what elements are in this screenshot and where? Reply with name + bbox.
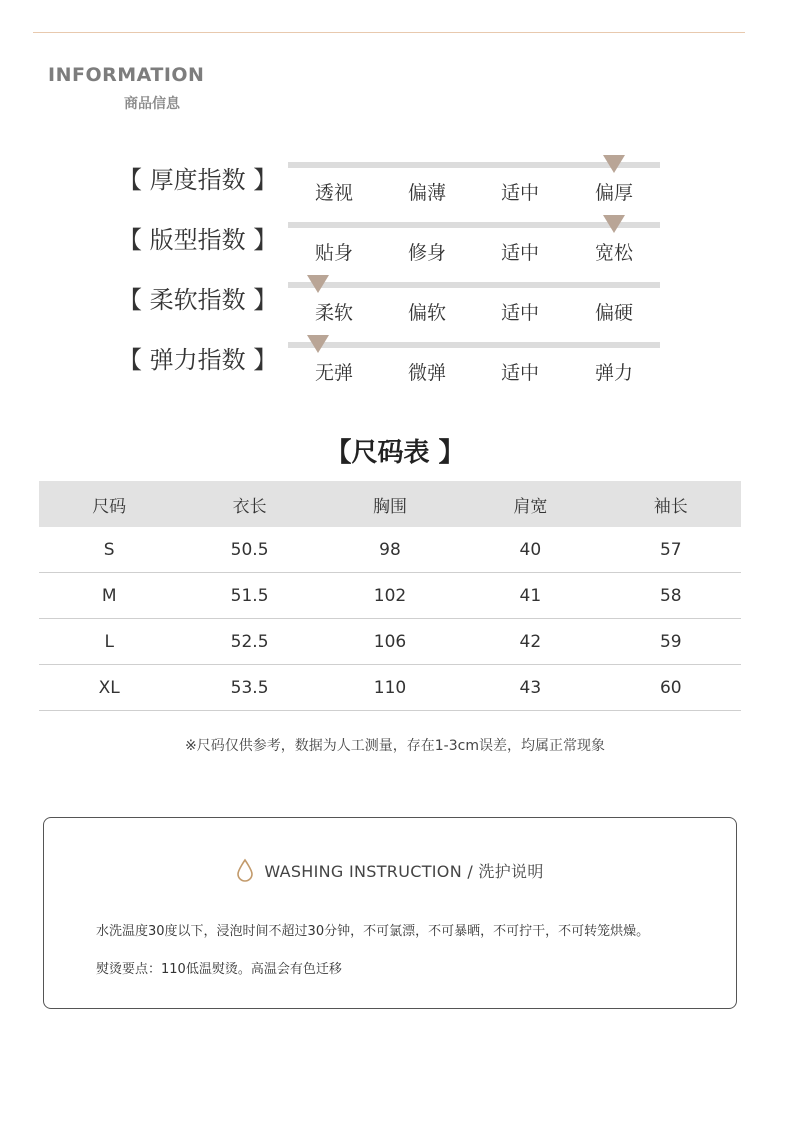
table-cell: 60	[601, 665, 741, 711]
size-chart-title: 【尺码表 】	[325, 438, 465, 468]
index-title: 【 厚度指数 】	[118, 166, 278, 194]
table-cell: M	[39, 573, 179, 619]
size-note: ※尺码仅供参考，数据为人工测量，存在1-3cm误差，均属正常现象	[185, 738, 605, 754]
washing-header	[44, 858, 736, 882]
index-option: 无弹	[314, 362, 353, 384]
table-row	[39, 527, 741, 573]
section-title-en: INFORMATION	[48, 64, 205, 86]
table-body	[39, 527, 741, 711]
table-cell: 98	[320, 527, 460, 573]
index-option: 适中	[500, 362, 539, 384]
table-header-cell: 衣长	[179, 481, 319, 527]
index-marker	[603, 155, 625, 173]
index-option: 偏软	[407, 302, 446, 324]
index-row	[0, 340, 790, 400]
table-header-cell: 袖长	[601, 481, 741, 527]
index-option: 透视	[314, 182, 353, 204]
table-cell: 57	[601, 527, 741, 573]
table-header-cell: 胸围	[320, 481, 460, 527]
table-cell: 40	[460, 527, 600, 573]
index-option: 适中	[500, 302, 539, 324]
index-option: 贴身	[314, 242, 353, 264]
index-option: 弹力	[594, 362, 633, 384]
washing-line-1: 水洗温度30度以下，浸泡时间不超过30分钟，不可氯漂，不可暴晒，不可拧干，不可转笼烘燥。	[96, 924, 650, 939]
index-option: 适中	[500, 242, 539, 264]
table-cell: 52.5	[179, 619, 319, 665]
index-marker	[307, 335, 329, 353]
index-option: 柔软	[314, 302, 353, 324]
index-title: 【 柔软指数 】	[118, 286, 278, 314]
table-cell: 53.5	[179, 665, 319, 711]
table-cell: 41	[460, 573, 600, 619]
table-cell: 43	[460, 665, 600, 711]
top-divider	[33, 32, 745, 33]
index-option: 偏硬	[594, 302, 633, 324]
size-table	[39, 481, 741, 711]
table-row	[39, 619, 741, 665]
index-option: 偏厚	[594, 182, 633, 204]
table-cell: 102	[320, 573, 460, 619]
table-header-row	[39, 481, 741, 527]
index-title: 【 弹力指数 】	[118, 346, 278, 374]
washing-line-2: 熨烫要点：110低温熨烫。高温会有色迁移	[96, 962, 342, 977]
index-marker	[307, 275, 329, 293]
index-option: 修身	[407, 242, 446, 264]
table-cell: 51.5	[179, 573, 319, 619]
table-cell: L	[39, 619, 179, 665]
washing-title: WASHING INSTRUCTION / 洗护说明	[264, 862, 544, 881]
water-drop-icon	[236, 858, 254, 882]
table-cell: XL	[39, 665, 179, 711]
index-row	[0, 220, 790, 280]
index-track	[288, 282, 660, 288]
index-option: 宽松	[594, 242, 633, 264]
table-cell: S	[39, 527, 179, 573]
table-cell: 106	[320, 619, 460, 665]
index-option: 微弹	[407, 362, 446, 384]
index-option: 偏薄	[407, 182, 446, 204]
index-option: 适中	[500, 182, 539, 204]
table-row	[39, 573, 741, 619]
index-row	[0, 160, 790, 220]
index-row	[0, 280, 790, 340]
section-title-cn: 商品信息	[124, 96, 180, 112]
index-marker	[603, 215, 625, 233]
table-row	[39, 665, 741, 711]
table-header-cell: 肩宽	[460, 481, 600, 527]
table-cell: 58	[601, 573, 741, 619]
table-header-cell: 尺码	[39, 481, 179, 527]
table-cell: 42	[460, 619, 600, 665]
table-cell: 50.5	[179, 527, 319, 573]
table-cell: 59	[601, 619, 741, 665]
table-cell: 110	[320, 665, 460, 711]
washing-instruction-box	[43, 817, 737, 1009]
index-title: 【 版型指数 】	[118, 226, 278, 254]
index-track	[288, 342, 660, 348]
